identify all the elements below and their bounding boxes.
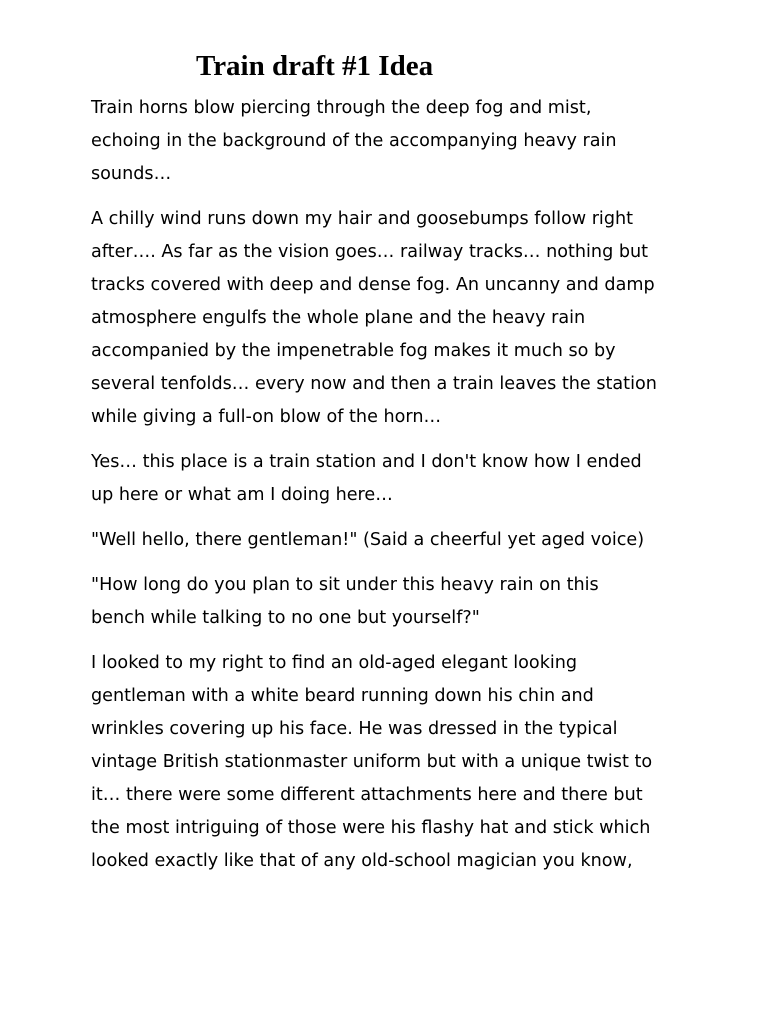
text-line: "How long do you plan to sit under this heavy rain on this bbox=[91, 575, 599, 595]
text-line: up here or what am I doing here… bbox=[91, 485, 393, 505]
paragraph-6 bbox=[91, 647, 691, 878]
text-line: wrinkles covering up his face. He was dressed in the typical bbox=[91, 719, 618, 739]
text-line: "Well hello, there gentleman!" (Said a cheerful yet aged voice) bbox=[91, 530, 645, 550]
text-line: several tenfolds… every now and then a train leaves the station bbox=[91, 374, 657, 394]
text-line: the most intriguing of those were his flashy hat and stick which bbox=[91, 818, 651, 838]
text-line: A chilly wind runs down my hair and goosebumps follow right bbox=[91, 209, 634, 229]
text-line: after…. As far as the vision goes… railway tracks… nothing but bbox=[91, 242, 649, 262]
text-line: tracks covered with deep and dense fog. An uncanny and damp bbox=[91, 275, 655, 295]
paragraph-5 bbox=[91, 569, 691, 635]
text-line: looked exactly like that of any old-school magician you know, bbox=[91, 851, 633, 871]
text-line: Train horns blow piercing through the deep fog and mist, bbox=[91, 98, 592, 118]
text-line: I looked to my right to find an old-aged elegant looking bbox=[91, 653, 578, 673]
paragraph-3 bbox=[91, 446, 691, 512]
paragraph-1 bbox=[91, 92, 691, 191]
text-line: bench while talking to no one but yourself?" bbox=[91, 608, 480, 628]
text-line: accompanied by the impenetrable fog makes it much so by bbox=[91, 341, 616, 361]
document-title: Train draft #1 Idea bbox=[196, 50, 434, 82]
text-line: vintage British stationmaster uniform but with a unique twist to bbox=[91, 752, 653, 772]
text-line: while giving a full-on blow of the horn… bbox=[91, 407, 442, 427]
text-line: sounds… bbox=[91, 164, 172, 184]
text-line: atmosphere engulfs the whole plane and the heavy rain bbox=[91, 308, 586, 328]
paragraph-4 bbox=[91, 524, 691, 557]
text-line: it… there were some different attachments here and there but bbox=[91, 785, 643, 805]
document-body bbox=[91, 92, 691, 890]
text-line: gentleman with a white beard running down his chin and bbox=[91, 686, 594, 706]
text-line: echoing in the background of the accompanying heavy rain bbox=[91, 131, 617, 151]
text-line: Yes… this place is a train station and I don't know how I ended bbox=[91, 452, 642, 472]
paragraph-2 bbox=[91, 203, 691, 434]
